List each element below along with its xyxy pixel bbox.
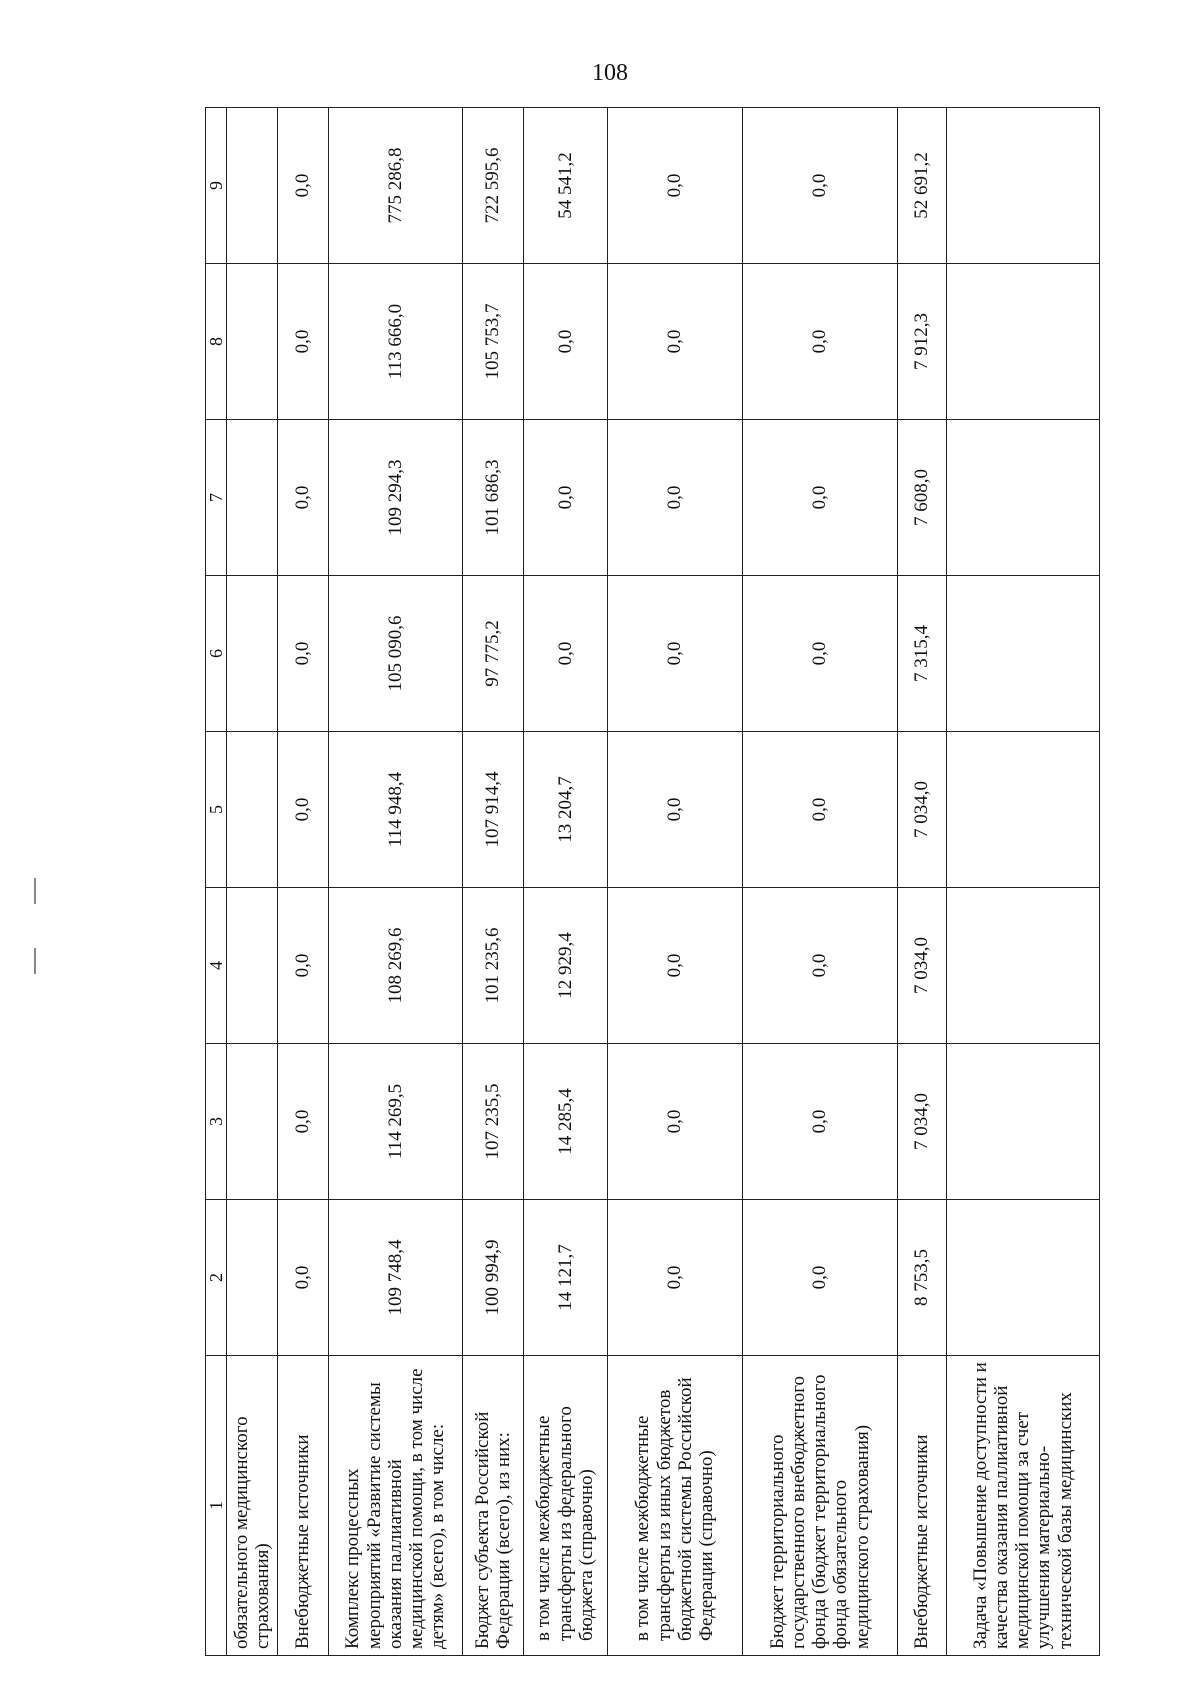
table-cell: 0,0 [277,420,328,576]
table-cell: 0,0 [523,576,607,732]
table-cell: 101 686,3 [463,420,524,576]
header-row [206,108,227,1656]
table-cell: 0,0 [277,576,328,732]
table-row [328,108,462,1656]
table-cell: 7 034,0 [897,888,946,1044]
table-cell [946,264,1099,420]
column-header: 7 [206,420,227,576]
column-header: 1 [206,1356,227,1656]
row-label: в том числе межбюджетные трансферты из иных бюджетов бюджетной системы Российской Федерации (справочно) [607,1356,742,1656]
table-row [897,108,946,1656]
table-cell: 0,0 [607,420,742,576]
table-row [277,108,328,1656]
table-cell: 114 269,5 [328,1044,462,1200]
table-cell: 14 285,4 [523,1044,607,1200]
scan-margin-mark [34,878,36,904]
column-header: 9 [206,108,227,264]
table-cell: 108 269,6 [328,888,462,1044]
column-header: 3 [206,1044,227,1200]
table-cell: 0,0 [743,1044,897,1200]
table-cell: 107 914,4 [463,732,524,888]
table-cell [946,1044,1099,1200]
table-cell: 54 541,2 [523,108,607,264]
table-cell: 7 034,0 [897,1044,946,1200]
table-cell: 12 929,4 [523,888,607,1044]
table-cell [227,108,278,264]
table-cell: 13 204,7 [523,732,607,888]
table-cell: 0,0 [607,1044,742,1200]
table-row [946,108,1099,1656]
table-cell [227,1200,278,1356]
budget-table [205,107,1100,1656]
budget-table-rotated [205,108,1100,1656]
table-cell [946,108,1099,264]
table-cell [227,888,278,1044]
table-row [227,108,278,1656]
table-cell [946,732,1099,888]
table-cell: 0,0 [607,732,742,888]
table-cell: 7 315,4 [897,576,946,732]
table-cell: 105 753,7 [463,264,524,420]
table-cell: 0,0 [607,888,742,1044]
table-cell [227,420,278,576]
table-cell: 113 666,0 [328,264,462,420]
table-cell: 0,0 [607,1200,742,1356]
row-label: Задача «Повышение доступности и качества оказания паллиативной медицинской помощи за счет улучшения материально-технической базы медицинских [946,1356,1099,1656]
table-row [743,108,897,1656]
table-cell: 775 286,8 [328,108,462,264]
table-cell [946,1200,1099,1356]
row-label: Бюджет субъекта Российской Федерации (всего), из них: [463,1356,524,1656]
table-cell: 0,0 [277,732,328,888]
table-cell [227,1044,278,1200]
column-header: 5 [206,732,227,888]
table-cell: 7 608,0 [897,420,946,576]
table-cell [946,420,1099,576]
table-cell [946,888,1099,1044]
table-cell: 0,0 [743,888,897,1044]
table-cell: 0,0 [607,576,742,732]
column-header: 4 [206,888,227,1044]
table-cell: 0,0 [743,1200,897,1356]
table-cell: 52 691,2 [897,108,946,264]
table-cell: 722 595,6 [463,108,524,264]
table-cell [227,732,278,888]
row-label: Бюджет территориального государственного внебюджетного фонда (бюджет территориального фонда обязательного медицинского страхования) [743,1356,897,1656]
column-header: 6 [206,576,227,732]
table-cell: 0,0 [743,732,897,888]
table-cell: 0,0 [277,888,328,1044]
table-cell: 109 748,4 [328,1200,462,1356]
table-cell [946,576,1099,732]
table-cell: 0,0 [743,420,897,576]
table-cell: 14 121,7 [523,1200,607,1356]
table-cell: 0,0 [277,1200,328,1356]
table-cell [227,576,278,732]
table-cell: 0,0 [277,1044,328,1200]
table-cell: 0,0 [523,264,607,420]
table-row [523,108,607,1656]
table-cell: 0,0 [743,264,897,420]
table-cell: 0,0 [743,108,897,264]
table-cell: 0,0 [743,576,897,732]
table-cell: 105 090,6 [328,576,462,732]
table-cell: 100 994,9 [463,1200,524,1356]
table-cell: 0,0 [523,420,607,576]
table-cell: 0,0 [277,264,328,420]
table-cell: 0,0 [277,108,328,264]
scan-margin-mark [34,948,36,974]
page-number: 108 [592,60,628,86]
table-cell [227,264,278,420]
row-label: Внебюджетные источники [897,1356,946,1656]
row-label: в том числе межбюджетные трансферты из федерального бюджета (справочно) [523,1356,607,1656]
column-header: 2 [206,1200,227,1356]
table-cell: 101 235,6 [463,888,524,1044]
row-label: Комплекс процессных мероприятий «Развитие системы оказания паллиативной медицинской помощи, в том числе детям» (всего), в том числе: [328,1356,462,1656]
row-label: Внебюджетные источники [277,1356,328,1656]
table-row [463,108,524,1656]
table-cell: 8 753,5 [897,1200,946,1356]
table-cell: 0,0 [607,264,742,420]
table-cell: 0,0 [607,108,742,264]
table-cell: 7 034,0 [897,732,946,888]
table-cell: 7 912,3 [897,264,946,420]
table-cell: 107 235,5 [463,1044,524,1200]
table-row [607,108,742,1656]
table-cell: 109 294,3 [328,420,462,576]
column-header: 8 [206,264,227,420]
row-label: обязательного медицинского страхования) [227,1356,278,1656]
table-cell: 97 775,2 [463,576,524,732]
table-cell: 114 948,4 [328,732,462,888]
